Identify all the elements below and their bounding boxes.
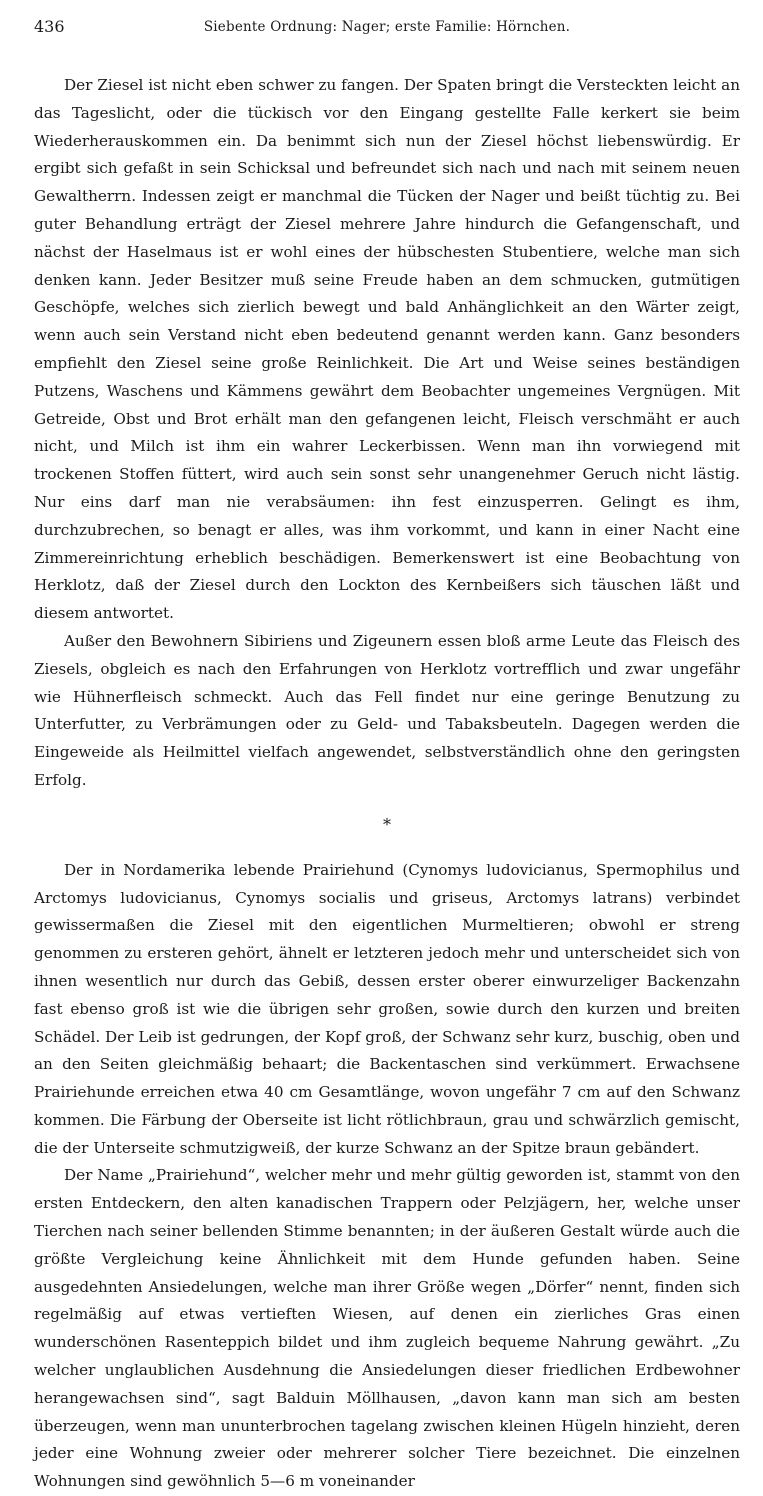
page-header [34, 14, 740, 40]
running-head: Siebente Ordnung: Nager; erste Familie: Hörnchen. [203, 19, 571, 35]
paragraph-prairiehund-name: Der Name „Prairiehund“, welcher mehr und mehr gültig geworden ist, stammt von den ersten Entdeckern, den alten kanadischen Trappern oder Pelzjägern, her, welche unser Tierchen nach seiner bellenden Stimme benannten; in der äußeren Gestalt würde auch die größte Vergleichung keine Ähnlichkeit mit dem Hunde gefunden haben. Seine ausgedehnten Ansiedelungen, welche man ihrer Größe wegen „Dörfer“ nennt, finden sich regelmäßig auf etwas vertieften Wiesen, auf denen ein zierliches Gras einen wunderschönen Rasenteppich bildet und ihm zugleich bequeme Nahrung gewährt. „Zu welcher unglaublichen Ausdehnung die Ansiedelungen dieser friedlichen Erdbewohner herangewachsen sind“, sagt Balduin Möllhausen, „davon kann man sich am besten überzeugen, wenn man ununterbrochen tagelang zwischen kleinen Hügeln hinzieht, deren jeder eine Wohnung zweier oder mehrerer solcher Tiere bezeichnet. Die einzelnen Wohnungen sind gewöhnlich 5—6 m voneinander [34, 1166, 740, 1491]
paragraph-ziesel-uses: Außer den Bewohnern Sibiriens und Zigeunern essen bloß arme Leute das Fleisch des Ziesels, obgleich es nach den Erfahrungen von Herklotz vortrefflich und zwar ungefähr wie Hühnerfleisch schmeckt. Auch das Fell findet nur eine geringe Benutzung zu Unterfutter, zu Verbrämungen oder zu Geld- und Tabaksbeuteln. Dagegen werden die Eingeweide als Heilmittel vielfach angewendet, selbstverständlich ohne den geringsten Erfolg. [34, 631, 740, 789]
page-number: 436 [34, 17, 65, 36]
paragraph-prairiehund-description: Der in Nordamerika lebende Prairiehund (Cynomys ludovicianus, Spermophilus und Arctomys ludovicianus, Cynomys socialis und griseus, Arctomys latrans) verbindet gewissermaßen die Ziesel mit den eigentlichen Murmeltieren; obwohl er streng genommen zu ersteren gehört, ähnelt er letzteren jedoch mehr und unterscheidet sich von ihnen wesentlich nur durch das Gebiß, dessen erster oberer einwurzeliger Backenzahn fast ebenso groß ist wie die übrigen sehr großen, sowie durch den kurzen und breiten Schädel. Der Leib ist gedrungen, der Kopf groß, der Schwanz sehr kurz, buschig, oben und an den Seiten gleichmäßig behaart; die Backentaschen sind verkümmert. Erwachsene Prairiehunde erreichen etwa 40 cm Gesamtlänge, wovon ungefähr 7 cm auf den Schwanz kommen. Die Färbung der Oberseite ist licht rötlichbraun, grau und schwärzlich gemischt, die der Unterseite schmutzigweiß, der kurze Schwanz an der Spitze braun gebändert. [34, 860, 740, 1157]
section-prairiehund [34, 857, 740, 1496]
section-ziesel [34, 72, 740, 795]
book-page [34, 14, 740, 1496]
paragraph-ziesel-capture: Der Ziesel ist nicht eben schwer zu fangen. Der Spaten bringt die Versteckten leicht an das Tageslicht, oder die tückisch vor den Eingang gestellte Falle kerkert sie beim Wiederherauskommen ein. Da benimmt sich nun der Ziesel höchst liebenswürdig. Er ergibt sich gefaßt in sein Schicksal und befreundet sich nach und nach mit seinem neuen Gewaltherrn. Indessen zeigt er manchmal die Tücken der Nager und beißt tüchtig zu. Bei guter Behandlung erträgt der Ziesel mehrere Jahre hindurch die Gefangenschaft, und nächst der Haselmaus ist er wohl eines der hübschesten Stubentiere, welche man sich denken kann. Jeder Besitzer muß seine Freude haben an dem schmucken, gutmütigen Geschöpfe, welches sich zierlich bewegt und bald Anhänglichkeit an den Wärter zeigt, wenn auch sein Verstand nicht eben bedeutend genannt werden kann. Ganz besonders empfiehlt den Ziesel seine große Reinlichkeit. Die Art und Weise seines beständigen Putzens, Waschens und Kämmens gewährt dem Beobachter ungemeines Vergnügen. Mit Getreide, Obst und Brot erhält man den gefangenen leicht, Fleisch verschmäht er auch nicht, und Milch ist ihm ein wahrer Leckerbissen. Wenn man ihn vorwiegend mit trockenen Stoffen füttert, wird auch sein sonst sehr unangenehmer Geruch nicht lästig. Nur eins darf man nie verabsäumen: ihn fest einzusperren. Gelingt es ihm, durchzubrechen, so benagt er alles, was ihm vorkommt, und kann in einer Nacht eine Zimmereinrichtung erheblich beschädigen. Bemerkenswert ist eine Beobachtung von Herklotz, daß der Ziesel durch den Lockton des Kernbeißers sich täuschen läßt und diesem antwortet. [34, 76, 740, 623]
section-separator: * [383, 814, 391, 834]
